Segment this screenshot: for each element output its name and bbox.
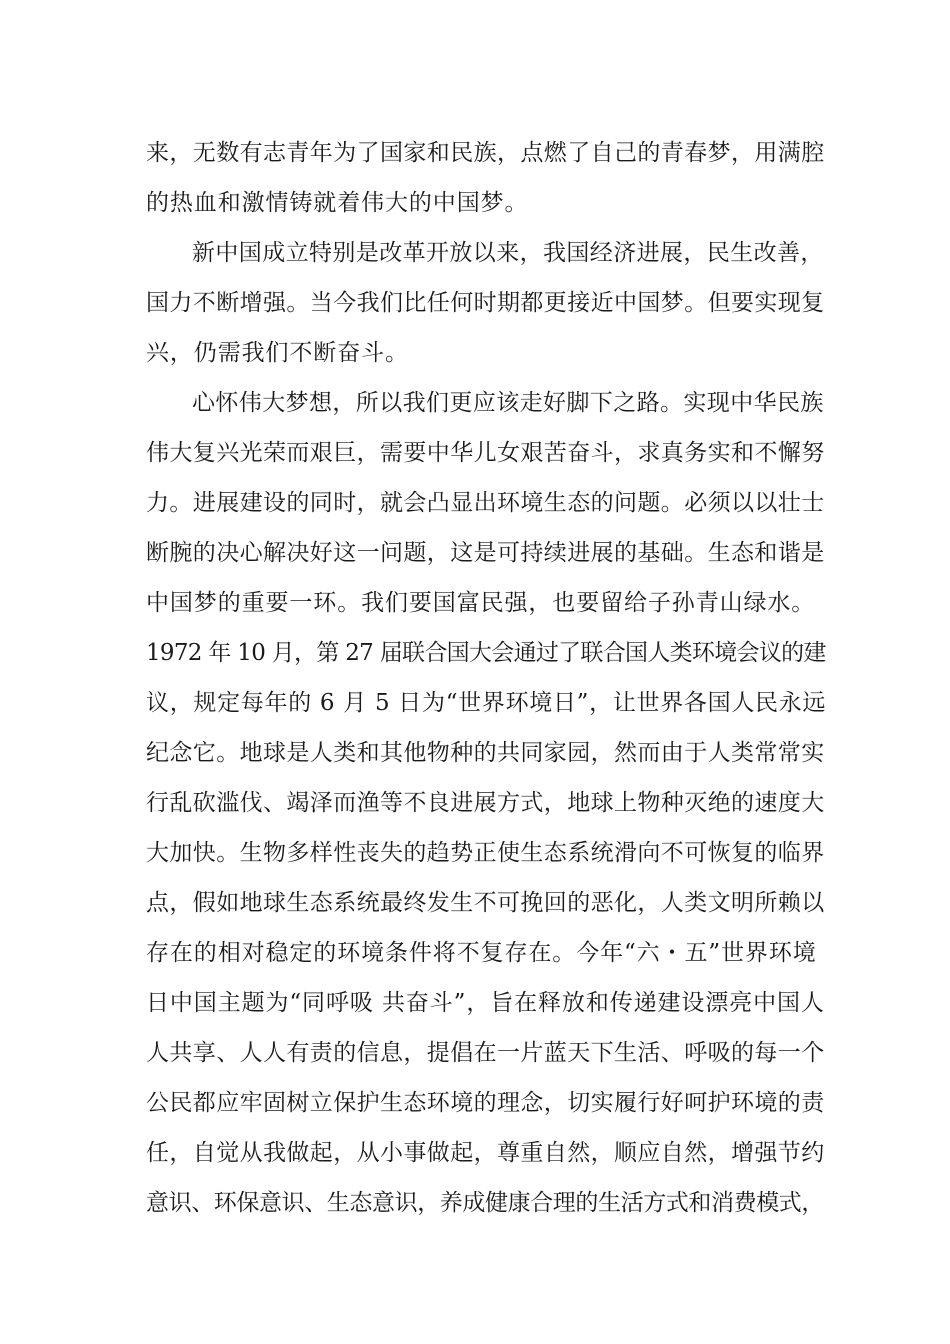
- text-line: 来，无数有志青年为了国家和民族，点燃了自己的青春梦，用满腔: [146, 140, 825, 166]
- text-line: 意识、环保意识、生态意识，养成健康合理的生活方式和消费模式，: [146, 1190, 825, 1216]
- text-line: 新中国成立特别是改革开放以来，我国经济进展，民生改善，: [192, 240, 824, 266]
- text-line: 1972 年 10 月，第 27 届联合国大会通过了联合国人类环境会议的建: [146, 640, 826, 666]
- text-line: 的热血和激情铸就着伟大的中国梦。: [146, 190, 529, 216]
- text-line: 伟大复兴光荣而艰巨，需要中华儿女艰苦奋斗，求真务实和不懈努: [146, 440, 825, 466]
- text-line: 中国梦的重要一环。我们要国富民强，也要留给子孙青山绿水。: [146, 590, 816, 616]
- text-line: 人共享、人人有责的信息，提倡在一片蓝天下生活、呼吸的每一个: [146, 1040, 825, 1066]
- text-line: 兴，仍需我们不断奋斗。: [146, 340, 409, 366]
- text-line: 国力不断增强。当今我们比任何时期都更接近中国梦。但要实现复: [146, 290, 825, 316]
- text-line: 大加快。生物多样性丧失的趋势正使生态系统滑向不可恢复的临界: [146, 840, 825, 866]
- text-line: 力。进展建设的同时，就会凸显出环境生态的问题。必须以以壮士: [146, 490, 825, 516]
- text-line: 存在的相对稳定的环境条件将不复存在。今年“六・五”世界环境: [146, 940, 817, 966]
- text-line: 公民都应牢固树立保护生态环境的理念，切实履行好呵护环境的责: [146, 1090, 825, 1116]
- body-text: [146, 128, 826, 1228]
- text-line: 心怀伟大梦想，所以我们更应该走好脚下之路。实现中华民族: [192, 390, 824, 416]
- text-line: 行乱砍滥伐、竭泽而渔等不良进展方式，地球上物种灭绝的速度大: [146, 790, 825, 816]
- text-line: 议，规定每年的 6 月 5 日为“世界环境日”，让世界各国人民永远: [146, 690, 827, 716]
- text-line: 纪念它。地球是人类和其他物种的共同家园，然而由于人类常常实: [146, 740, 825, 766]
- text-line: 断腕的决心解决好这一问题，这是可持续进展的基础。生态和谐是: [146, 540, 825, 566]
- text-line: 日中国主题为“同呼吸 共奋斗”，旨在释放和传递建设漂亮中国人: [146, 990, 825, 1016]
- text-line: 点，假如地球生态系统最终发生不可挽回的恶化，人类文明所赖以: [146, 890, 825, 916]
- text-line: 任，自觉从我做起，从小事做起，尊重自然，顺应自然，增强节约: [146, 1140, 825, 1166]
